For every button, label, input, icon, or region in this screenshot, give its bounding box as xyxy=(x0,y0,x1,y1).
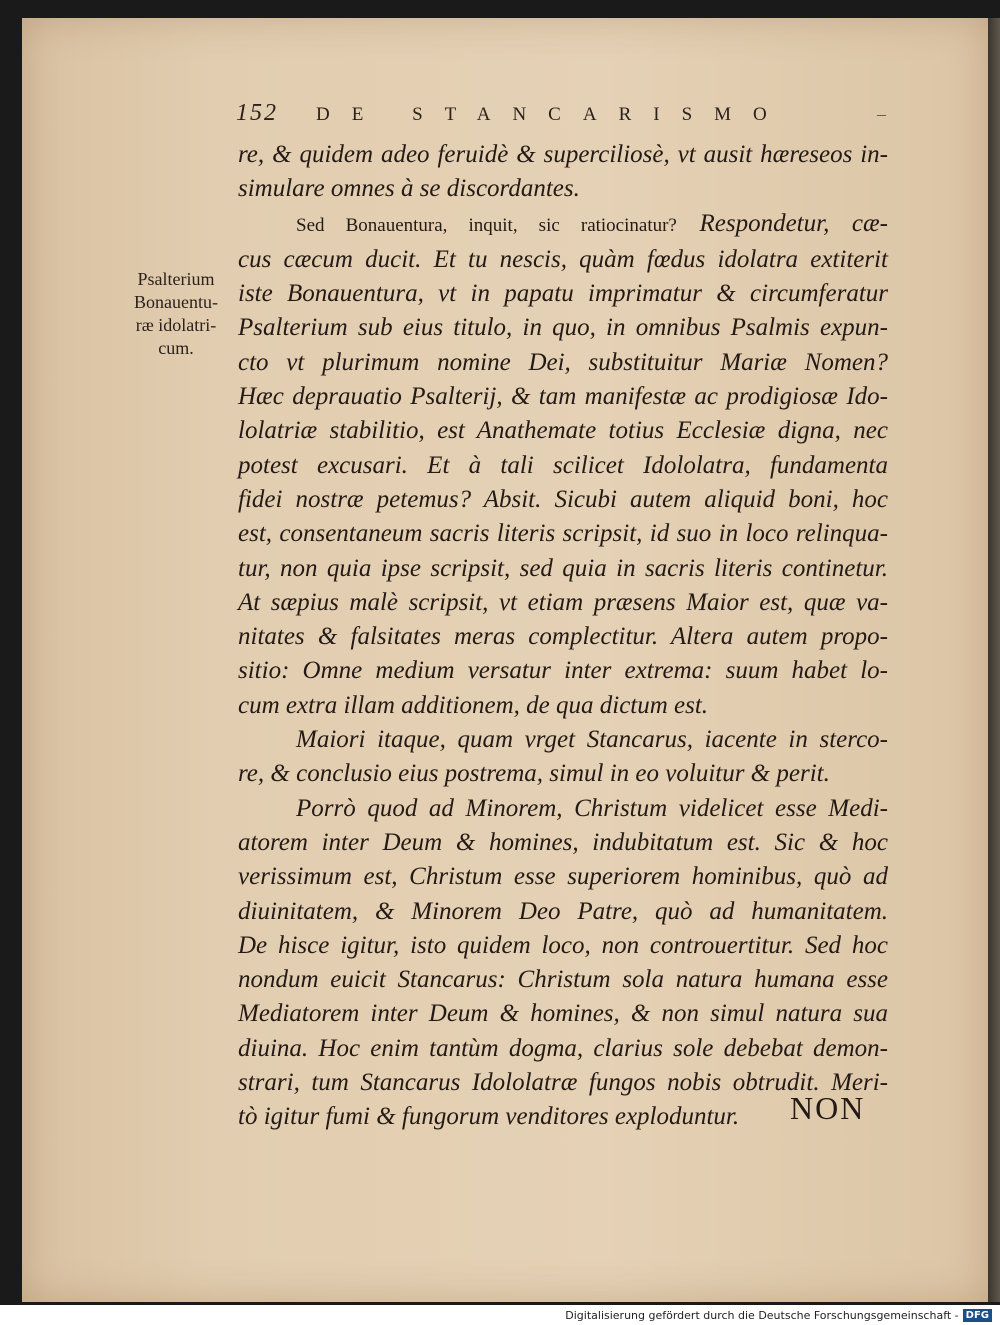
footer-credit[interactable]: Digitalisierung gefördert durch die Deutsche Forschungsgemeinschaft - xyxy=(565,1308,959,1322)
page-header xyxy=(236,100,886,127)
text-line: nondum euicit Stancarus: Christum sola natura humana esse xyxy=(238,966,888,994)
margin-note-line: ræ idolatri- xyxy=(135,315,217,335)
text-italic: Respondetur, cæ- xyxy=(699,209,888,237)
digitization-footer xyxy=(0,1305,1000,1325)
text-line: verissimum est, Christum esse superiorem hominibus, quò ad xyxy=(238,863,888,891)
text-line: simulare omnes à se discordantes. xyxy=(238,175,580,203)
text-line: Hæc deprauatio Psalterij, & tam manifestæ ac prodigiosæ Ido- xyxy=(238,383,888,411)
text-line: Porrò quod ad Minorem, Christum videlicet esse Medi- xyxy=(296,794,888,822)
text-line xyxy=(238,207,888,243)
text-line: diuina. Hoc enim tantùm dogma, clarius sole debebat demon- xyxy=(238,1034,888,1062)
text-line: iste Bonauentura, vt in papatu imprimatur & circumferatur xyxy=(238,280,888,308)
catchword: NON xyxy=(790,1090,866,1126)
text-line: cum extra illam additionem, de qua dictum est. xyxy=(238,691,709,719)
text-line: Mediatorem inter Deum & homines, & non simul natura sua xyxy=(238,1000,888,1028)
text-line: cto vt plurimum nomine Dei, substituitur Mariæ Nomen? xyxy=(238,348,888,376)
text-line: re, & quidem adeo feruidè & superciliosè, vt ausit hæreseos in- xyxy=(238,141,888,168)
text-line: potest excusari. Et à tali scilicet Idololatra, fundamenta xyxy=(238,451,888,479)
text-line: tur, non quia ipse scripsit, sed quia in sacris literis continetur. xyxy=(238,554,888,582)
text-line: Psalterium sub eius titulo, in quo, in omnibus Psalmis expun- xyxy=(238,314,888,342)
margin-note xyxy=(116,268,236,360)
running-title: DE STANCARISMO xyxy=(316,104,789,125)
text-line: fidei nostræ petemus? Absit. Sicubi autem aliquid boni, hoc xyxy=(238,485,888,513)
dfg-logo[interactable]: DFG xyxy=(963,1309,992,1322)
text-line: diuinitatem, & Minorem Deo Patre, quò ad humanitatem. xyxy=(238,897,888,925)
text-line: At sæpius malè scripsit, vt etiam præsens Maior est, quæ va- xyxy=(238,588,888,616)
text-roman: Sed Bonauentura, inquit, sic ratiocinatur? xyxy=(296,214,677,236)
margin-note-line: cum. xyxy=(158,338,194,358)
body-text xyxy=(238,138,888,1135)
header-dash: – xyxy=(877,104,886,124)
margin-note-line: Bonauentu- xyxy=(134,292,218,312)
text-line: lolatriæ stabilitio, est Anathemate totius Ecclesiæ digna, nec xyxy=(238,417,888,445)
text-line: tò igitur fumi & fungorum venditores exploduntur. xyxy=(238,1103,740,1131)
text-line: cus cæcum ducit. Et tu nescis, quàm fœdus idolatra extiterit xyxy=(238,245,888,273)
text-line: est, consentaneum sacris literis scripsit, id suo in loco relinqua- xyxy=(238,520,888,548)
text-line: atorem inter Deum & homines, indubitatum est. Sic & hoc xyxy=(238,828,888,856)
text-line: sitio: Omne medium versatur inter extrema: suum habet lo- xyxy=(238,657,888,685)
margin-note-line: Psalterium xyxy=(137,269,215,289)
page-edge xyxy=(988,18,1000,1302)
text-line: strari, tum Stancarus Idololatræ fungos nobis obtrudit. Meri- xyxy=(238,1069,888,1097)
page-number: 152 xyxy=(236,100,278,126)
text-line: re, & conclusio eius postrema, simul in eo voluitur & perit. xyxy=(238,760,830,788)
text-line: nitates & falsitates meras complectitur. Altera autem propo- xyxy=(238,623,888,651)
text-line: Maiori itaque, quam vrget Stancarus, iacente in sterco- xyxy=(296,726,888,754)
text-line: De hisce igitur, isto quidem loco, non controuertitur. Sed hoc xyxy=(238,931,888,959)
